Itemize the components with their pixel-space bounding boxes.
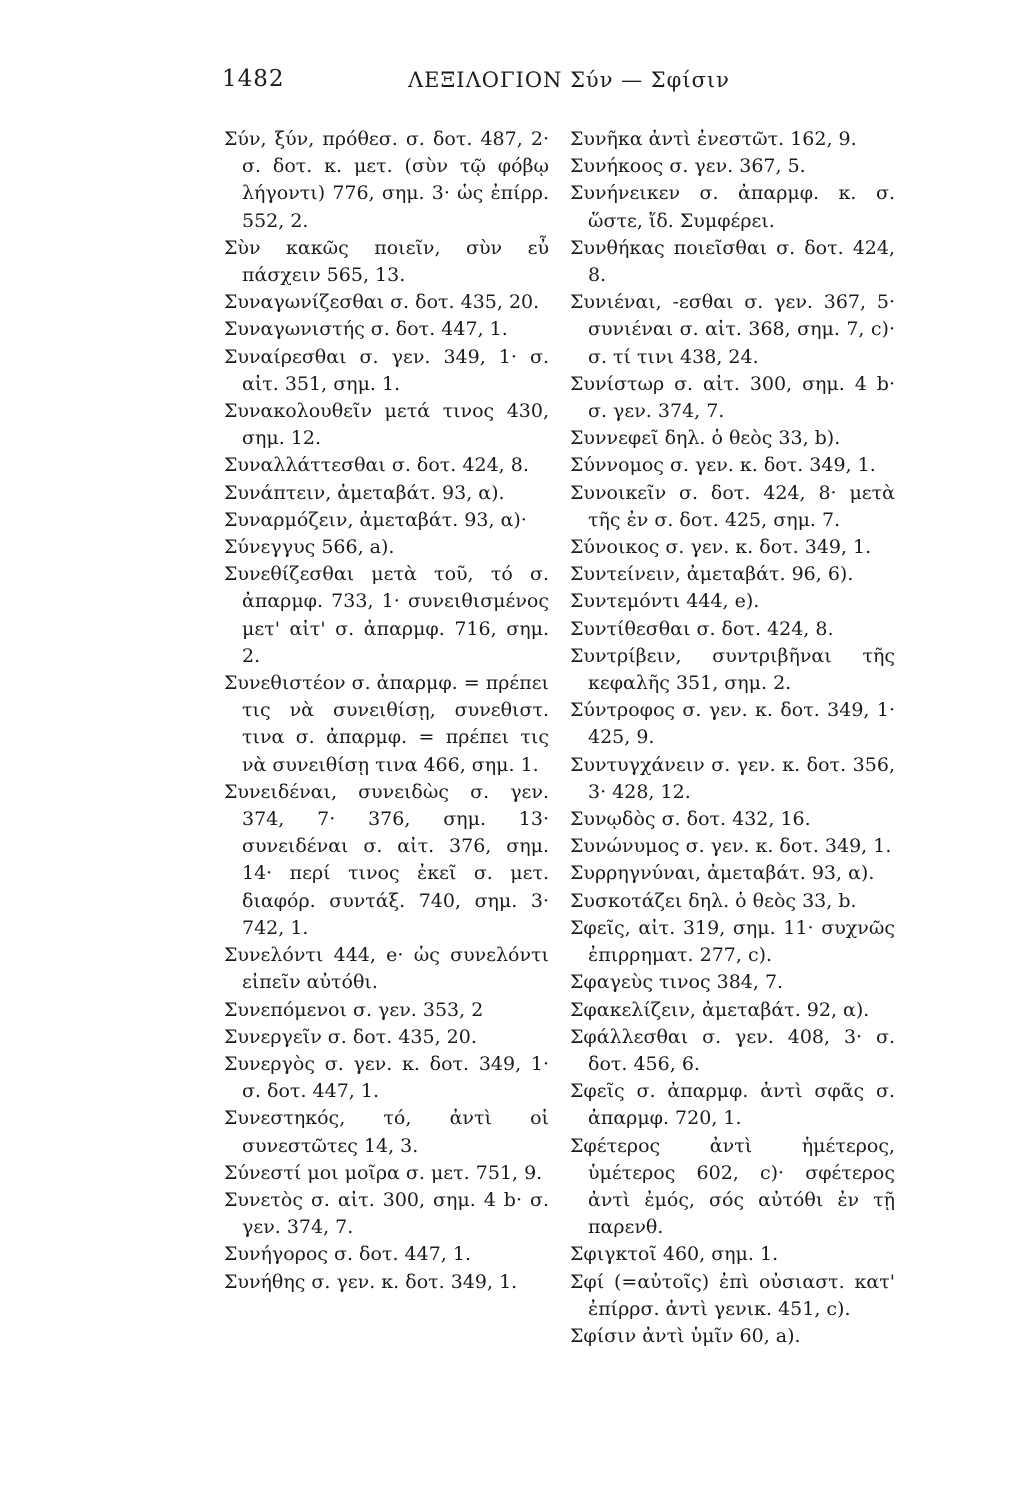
index-column-right [570, 126, 895, 1350]
index-entry: Συνεστηκός, τό, ἀντὶ οἱ συνεστῶτες 14, 3. [224, 1107, 549, 1157]
index-entry: Συνῳδὸς σ. δοτ. 432, 16. [570, 808, 811, 831]
index-entry: Συναγωνίζεσθαι σ. δοτ. 435, 20. [224, 291, 540, 314]
index-entry: Συναίρεσθαι σ. γεν. 349, 1· σ. αἰτ. 351, σημ. 1. [224, 345, 549, 395]
index-entry: Σφεῖς σ. ἀπαρμφ. ἀντὶ σφᾶς σ. ἀπαρμφ. 720, 1. [570, 1080, 895, 1130]
running-title: ΛΕΞΙΛΟΓΙΟΝ Σύν — Σφίσιν [408, 68, 730, 92]
index-entry: Συνεθιστέον σ. ἀπαρμφ. = πρέπει τις νὰ συνειθίσῃ, συνεθιστ. τινα σ. ἀπαρμφ. = πρέπει τις νὰ συνειθίσῃ τινα 466, σημ. 1. [224, 672, 549, 776]
index-entry: Σύννομος σ. γεν. κ. δοτ. 349, 1. [570, 454, 876, 477]
index-entry: Συσκοτάζει δηλ. ὁ θεὸς 33, b. [570, 889, 857, 912]
index-entry: Συναλλάττεσθαι σ. δοτ. 424, 8. [224, 454, 529, 477]
index-entry: Σφεῖς, αἰτ. 319, σημ. 11· συχνῶς ἐπιρρηματ. 277, c). [570, 916, 895, 967]
index-entry: Συννεφεῖ δηλ. ὁ θεὸς 33, b). [570, 427, 841, 450]
index-entry: Συνετὸς σ. αἰτ. 300, σημ. 4 b· σ. γεν. 374, 7. [224, 1188, 549, 1239]
index-entry: Συνεργὸς σ. γεν. κ. δοτ. 349, 1· σ. δοτ. 447, 1. [224, 1052, 549, 1103]
index-entry: Συνήκοος σ. γεν. 367, 5. [570, 155, 806, 178]
index-entry: Συναγωνιστής σ. δοτ. 447, 1. [224, 318, 508, 341]
index-entry: Σύν, ξύν, πρόθεσ. σ. δοτ. 487, 2· σ. δοτ. κ. μετ. (σὺν τῷ φόβῳ λήγοντι) 776, σημ. 3· ὡς ἐπίρρ. 552, 2. [224, 128, 549, 232]
index-entry: Συντρίβειν, συντριβῆναι τῆς κεφαλῆς 351, σημ. 2. [570, 644, 895, 695]
index-entry: Συνεργεῖν σ. δοτ. 435, 20. [224, 1025, 477, 1048]
index-entry: Συνοικεῖν σ. δοτ. 424, 8· μετὰ τῆς ἐν σ. δοτ. 425, σημ. 7. [570, 481, 895, 531]
index-column-left [224, 126, 549, 1296]
index-entry: Συνειδέναι, συνειδὼς σ. γεν. 374, 7· 376, σημ. 13· συνειδέναι σ. αἰτ. 376, σημ. 14· περί τινος ἐκεῖ σ. μετ. διαφόρ. συντάξ. 740, σημ. 3· 742, 1. [224, 780, 549, 939]
index-entry: Σφάλλεσθαι σ. γεν. 408, 3· σ. δοτ. 456, 6. [570, 1025, 895, 1075]
index-entry: Συρρηγνύναι, ἀμεταβάτ. 93, α). [570, 862, 875, 885]
index-entry: Σφαγεὺς τινος 384, 7. [570, 971, 784, 994]
index-entry: Σφιγκτοῖ 460, σημ. 1. [570, 1243, 779, 1266]
index-entry: Συντίθεσθαι σ. δοτ. 424, 8. [570, 617, 834, 640]
index-entry: Συνάπτειν, ἀμεταβάτ. 93, α). [224, 481, 505, 504]
index-entry: Συναρμόζειν, ἀμεταβάτ. 93, α)· [224, 508, 527, 531]
index-entry: Συνήγορος σ. δοτ. 447, 1. [224, 1243, 471, 1266]
index-entry: Συνήνεικεν σ. ἀπαρμφ. κ. σ. ὥστε, ἴδ. Συμφέρει. [570, 182, 895, 232]
index-entry: Σὺν κακῶς ποιεῖν, σὺν εὖ πάσχειν 565, 13. [224, 236, 549, 287]
index-entry: Συνθήκας ποιεῖσθαι σ. δοτ. 424, 8. [570, 236, 895, 287]
index-entry: Σύνεστί μοι μοῖρα σ. μετ. 751, 9. [224, 1161, 543, 1184]
index-entry: Συνακολουθεῖν μετά τινος 430, σημ. 12. [224, 400, 549, 450]
index-entry: Συνελόντι 444, e· ὡς συνελόντι εἰπεῖν αὐτόθι. [224, 944, 549, 994]
index-entry: Συνίστωρ σ. αἰτ. 300, σημ. 4 b· σ. γεν. 374, 7. [570, 372, 895, 423]
index-entry: Σύνοικος σ. γεν. κ. δοτ. 349, 1. [570, 536, 872, 559]
index-entry: Σφέτερος ἀντὶ ἡμέτερος, ὑμέτερος 602, c)· σφέτερος ἀντὶ ἐμός, σός αὐτόθι ἐν τῇ παρενθ. [570, 1134, 895, 1239]
index-entry: Συντεμόντι 444, e). [570, 590, 760, 613]
index-entry: Συνιέναι, -εσθαι σ. γεν. 367, 5· συνιέναι σ. αἰτ. 368, σημ. 7, c)· σ. τί τινι 438, 24. [570, 291, 895, 368]
index-entry: Συντυγχάνειν σ. γεν. κ. δοτ. 356, 3· 428, 12. [570, 753, 895, 803]
index-entry: Σύντροφος σ. γεν. κ. δοτ. 349, 1· 425, 9. [570, 699, 895, 749]
index-entry: Σύνεγγυς 566, a). [224, 536, 395, 559]
page-number: 1482 [222, 66, 285, 92]
index-entry: Συνῆκα ἀντὶ ἐνεστῶτ. 162, 9. [570, 128, 857, 150]
index-entry: Σφί (=αὐτοῖς) ἐπὶ οὐσιαστ. κατ' ἐπίρρσ. ἀντὶ γενικ. 451, c). [570, 1270, 895, 1320]
index-entry: Σφακελίζειν, ἀμεταβάτ. 92, α). [570, 998, 870, 1021]
running-header [222, 66, 922, 106]
index-entry: Συνώνυμος σ. γεν. κ. δοτ. 349, 1. [570, 835, 892, 858]
index-entry: Συντείνειν, ἀμεταβάτ. 96, 6). [570, 563, 854, 586]
index-entry: Συνεθίζεσθαι μετὰ τοῦ, τό σ. ἀπαρμφ. 733, 1· συνειθισμένος μετ' αἰτ' σ. ἀπαρμφ. 716, σημ. 2. [224, 563, 549, 667]
index-entry: Σφίσιν ἀντὶ ὑμῖν 60, a). [570, 1324, 801, 1347]
index-entry: Συνήθης σ. γεν. κ. δοτ. 349, 1. [224, 1270, 518, 1293]
index-entry: Συνεπόμενοι σ. γεν. 353, 2 [224, 998, 484, 1021]
